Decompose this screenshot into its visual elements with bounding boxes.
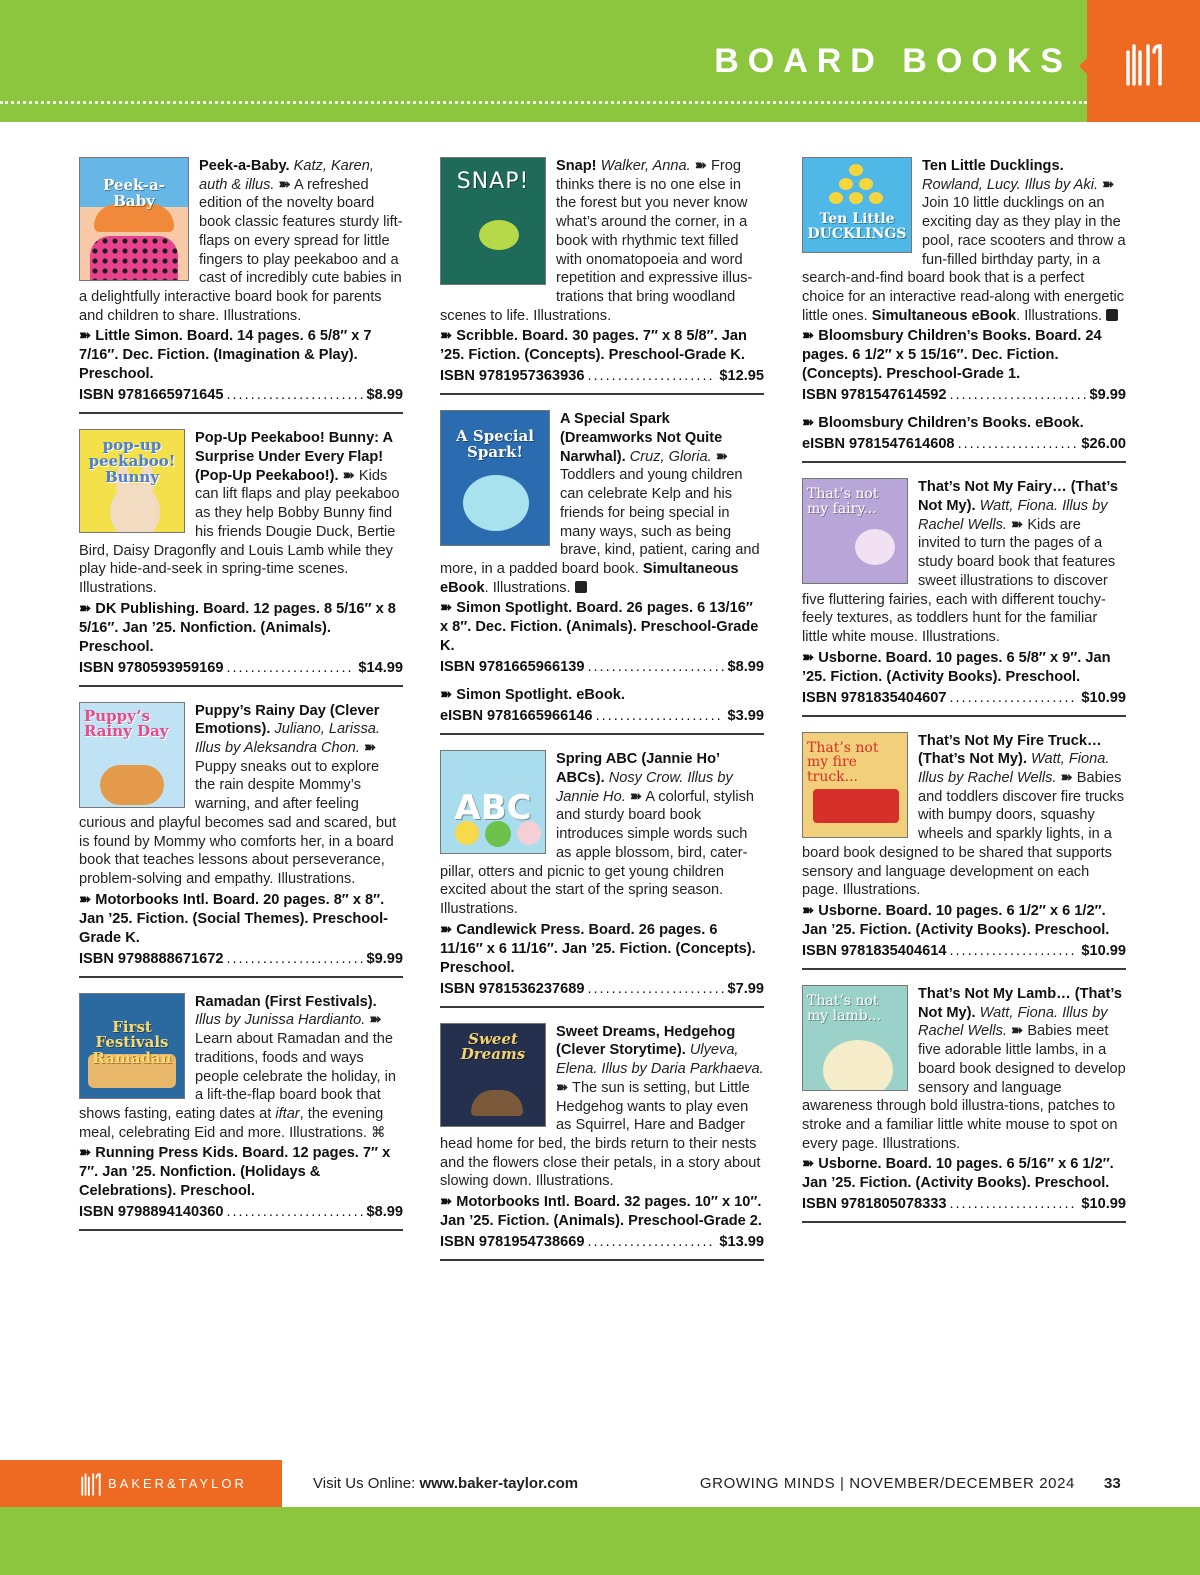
isbn-price-line — [79, 385, 403, 405]
cover-title: That’s not my fire truck... — [807, 739, 879, 786]
cover-title: First Festivals Ramadan — [92, 1017, 172, 1068]
book-entry-ten-little-ducklings — [802, 157, 1126, 463]
price: $10.99 — [1081, 689, 1126, 706]
ebook-specs: ➽ Bloomsbury Children’s Books. eBook. — [802, 415, 1084, 432]
cover-title: Puppy’s Rainy Day — [84, 706, 169, 741]
cover-title: Ten Little DUCKLINGS — [807, 211, 907, 242]
bottom-band — [0, 1507, 1200, 1575]
cover-title: pop-up peekaboo! Bunny — [88, 436, 176, 486]
isbn-price-line — [802, 1194, 1126, 1214]
arrow-icon: ➽ — [79, 600, 92, 617]
book-author: Nosy Crow. Illus by Jannie Ho. — [556, 770, 733, 805]
book-specs: ➽ Candlewick Press. Board. 26 pages. 6 11/16″ x 6 11/16″. Jan ’25. Fiction. (Concepts). Preschool. — [440, 921, 756, 976]
book-description: Ten Little Ducklings. Rowland, Lucy. Illus by Aki. ➽ Join 10 little ducklings on an exciting day as they play in the pool, race scooters and throw a fun-filled birthday party, in a search-and-find board book that is a perfect choice for an interactive read-along with energetic little ones. Simultaneous eBook. Illustrations. — [802, 158, 1126, 324]
book-cover[interactable] — [802, 985, 908, 1091]
arrow-icon: ➽ — [802, 328, 815, 345]
price: $10.99 — [1081, 1196, 1126, 1213]
book-summary: Learn about Ramadan and the traditions, foods and ways people celebrate the holiday, in a lift-the-flap board book that shows fasting, eating dates at — [79, 1031, 396, 1122]
book-entry-a-special-spark — [440, 410, 764, 735]
isbn: ISBN 9781547614592 — [802, 387, 947, 404]
book-entry-thats-not-my-fire-truck — [802, 732, 1126, 970]
price: $10.99 — [1081, 942, 1126, 959]
price: $8.99 — [366, 387, 403, 404]
book-specs: ➽ Scribble. Board. 30 pages. 7″ x 8 5/8″. Jan ’25. Fiction. (Concepts). Preschool-Grade K. — [440, 328, 747, 364]
book-summary: Frog thinks there is no one else in the forest but you never know what’s around the corner, in a book with rhythmic text filled with onomatopoeia and word repetition and expressive illus-trations that bring woodland scenes to life. Illustrations. — [440, 158, 753, 324]
book-author: Illus by Junissa Hardianto. — [195, 1012, 366, 1029]
publication-name: GROWING MINDS | NOVEMBER/DECEMBER 2024 — [699, 1475, 1075, 1492]
book-title: That’s Not My Fire Truck… (That’s Not My). — [918, 732, 1102, 768]
book-entry-ramadan — [79, 993, 403, 1232]
book-entry-puppys-rainy-day — [79, 702, 403, 978]
isbn-price-line — [79, 949, 403, 969]
book-entry-spring-abc — [440, 750, 764, 1007]
book-summary: Kids are invited to turn the pages of a study board book that features sweet illustrations to discover five fluttering fairies, each with different touchy-feely textures, as toddlers hunt for the familiar little white mouse. Illustrations. — [802, 516, 1116, 645]
isbn-price-line — [440, 979, 764, 999]
book-cover[interactable] — [802, 478, 908, 584]
eisbn: eISBN 9781547614608 — [802, 436, 955, 453]
price: $9.99 — [366, 950, 403, 967]
price: $9.99 — [1089, 387, 1126, 404]
arrow-icon: ➽ — [802, 902, 815, 919]
book-title: Ten Little Ducklings. — [922, 158, 1064, 174]
book-title: A Special Spark (Dreamworks Not Quite Narwhal). — [560, 411, 723, 465]
arrow-icon: ➽ — [802, 415, 815, 432]
price: $3.99 — [727, 708, 764, 725]
book-entry-thats-not-my-lamb — [802, 985, 1126, 1223]
book-author: Juliano, Larissa. Illus by Aleksandra Chon. — [195, 721, 380, 757]
book-cover[interactable] — [802, 732, 908, 838]
price: $26.00 — [1081, 436, 1126, 453]
book-cover[interactable] — [440, 1023, 546, 1127]
column-1 — [79, 157, 403, 1246]
book-title: Peek-a-Baby. — [199, 158, 290, 174]
price: $12.95 — [719, 368, 764, 385]
isbn: ISBN 9798888671672 — [79, 950, 224, 967]
book-author: Cruz, Gloria. — [629, 448, 712, 465]
book-cover[interactable] — [440, 157, 546, 285]
book-cover[interactable] — [79, 993, 185, 1099]
arrow-icon: ➽ — [1060, 770, 1073, 787]
arrow-icon: ➽ — [369, 1012, 382, 1029]
book-summary: Babies meet five adorable little lambs, in a board book designed to develop sensory and language awareness through bold illustra-tions, patches to stroke and a familiar little white mouse to spot on every page. Illustrations. — [802, 1023, 1126, 1152]
arrow-icon: ➽ — [715, 448, 728, 465]
footer-visit: Visit Us Online: www.baker-taylor.com — [313, 1475, 579, 1492]
arrow-icon: ➽ — [278, 176, 291, 193]
book-title: Sweet Dreams, Hedgehog (Clever Storytime). — [556, 1023, 736, 1059]
column-2 — [440, 157, 764, 1276]
column-3 — [802, 157, 1126, 1238]
eisbn: eISBN 9781665966146 — [440, 708, 593, 725]
book-description: A Special Spark (Dreamworks Not Quite Narwhal). Cruz, Gloria. ➽ Toddlers and young children can celebrate Kelp and his friends for being special in many ways, such as being brave, kind, patient, caring and more, in a padded board book. Simultaneous eBook. Illustrations. — [440, 411, 760, 596]
isbn-price-line — [440, 366, 764, 386]
isbn-price-line — [79, 658, 403, 678]
isbn: ISBN 9781665966139 — [440, 659, 585, 676]
isbn-price-line — [440, 1232, 764, 1252]
book-summary: Toddlers and young children can celebrate Kelp and his friends for being special in many ways, such as being brave, kind, patient, caring and more, in a padded board book. — [440, 467, 760, 577]
book-cover[interactable] — [802, 157, 912, 253]
book-title: Snap! — [556, 158, 597, 174]
book-cover[interactable] — [79, 157, 189, 281]
ebook-icon — [575, 581, 587, 593]
ebook-specs: ➽ Simon Spotlight. eBook. — [440, 687, 625, 704]
book-specs: ➽ Simon Spotlight. Board. 26 pages. 6 13/16″ x 8″. Dec. Fiction. (Animals). Preschool-Grade K. — [440, 600, 759, 655]
book-specs: ➽ Motorbooks Intl. Board. 32 pages. 10″ x 10″. Jan ’25. Fiction. (Animals). Preschool-Grade 2. — [440, 1194, 762, 1230]
arrow-icon: ➽ — [440, 328, 453, 345]
header-notch — [1079, 58, 1087, 74]
book-cover[interactable] — [79, 429, 185, 533]
isbn: ISBN 9781835404607 — [802, 689, 947, 706]
cover-title: Sweet Dreams — [460, 1029, 526, 1064]
book-entry-sweet-dreams-hedgehog — [440, 1023, 764, 1261]
isbn: ISBN 9798894140360 — [79, 1204, 224, 1221]
ebook-icon — [1106, 309, 1118, 321]
arrow-icon: ➽ — [629, 788, 643, 805]
cover-title: Peek-a-Baby — [103, 176, 165, 210]
book-specs: ➽ Motorbooks Intl. Board. 20 pages. 8″ x 8″. Jan ’25. Fiction. (Social Themes). Preschool-Grade K. — [79, 891, 388, 946]
isbn-price-line — [440, 657, 764, 677]
book-summary: Join 10 little ducklings on an exciting day as they play in the pool, race scooters and throw a fun-filled birthday party, in a search-and-find board book that is a perfect choice for an interactive read-along with energetic little ones. — [802, 195, 1126, 324]
eisbn-price-line — [440, 706, 764, 726]
book-entry-peek-a-baby — [79, 157, 403, 414]
price: $7.99 — [727, 980, 764, 997]
footer-brand-name: BAKER&TAYLOR — [108, 1476, 247, 1491]
book-specs: ➽ Usborne. Board. 10 pages. 6 5/8″ x 9″. Jan ’25. Fiction. (Activity Books). Preschool. — [802, 649, 1111, 685]
isbn: ISBN 9781805078333 — [802, 1196, 947, 1213]
arrow-icon: ➽ — [79, 1145, 92, 1162]
book-entry-thats-not-my-fairy — [802, 478, 1126, 716]
book-summary: Puppy sneaks out to explore the rain despite Mommy’s warning, and after feeling curious and playful becomes sad and scared, but is found by Mommy who comforts her, in a board book that teaches lessons about perseverance, problem-solving and empathy. Illustrations. — [79, 758, 397, 887]
footer-brand-block — [0, 1460, 282, 1507]
book-entry-snap — [440, 157, 764, 395]
cover-title: That’s not my fairy... — [807, 486, 879, 518]
isbn: ISBN 9781665971645 — [79, 387, 224, 404]
book-specs: ➽ Running Press Kids. Board. 12 pages. 7″ x 7″. Jan ’25. Nonfiction. (Holidays & Celebrations). Preschool. — [79, 1145, 391, 1200]
price: $8.99 — [727, 659, 764, 676]
book-author: Rowland, Lucy. Illus by Aki. — [922, 176, 1099, 193]
book-cover[interactable] — [440, 750, 546, 854]
arrow-icon: ➽ — [802, 649, 815, 666]
book-description: Ramadan (First Festivals). Illus by Junissa Hardianto. ➽ Learn about Ramadan and the traditions, foods and ways people celebrate the holiday, in a lift-the-flap board book that shows fasting, eating dates at iftar, the evening meal, celebrating Eid and more. Illustrations. ⌘ — [79, 993, 396, 1141]
cover-title: SNAP! — [456, 169, 530, 194]
arrow-icon: ➽ — [440, 600, 453, 617]
book-specs: ➽ Usborne. Board. 10 pages. 6 5/16″ x 6 1/2″. Jan ’25. Fiction. (Activity Books). Preschool. — [802, 1156, 1114, 1192]
book-title: Ramadan (First Festivals). — [195, 993, 377, 1010]
book-author: Walker, Anna. — [600, 158, 691, 174]
arrow-icon: ➽ — [440, 921, 453, 938]
book-specs: ➽ Usborne. Board. 10 pages. 6 1/2″ x 6 1/2″. Jan ’25. Fiction. (Activity Books). Preschool. — [802, 902, 1110, 938]
isbn-price-line — [79, 1202, 403, 1222]
isbn-price-line — [802, 385, 1126, 405]
arrow-icon: ➽ — [79, 328, 92, 345]
book-author: Watt, Fiona. Illus by Rachel Wells. — [918, 498, 1108, 533]
arrow-icon: ➽ — [556, 1079, 569, 1096]
book-specs: ➽ Bloomsbury Children’s Books. Board. 24 pages. 6 1/2″ x 5 15/16″. Dec. Fiction. (Concepts). Preschool-Grade 1. — [802, 328, 1102, 383]
page-number: 33 — [1104, 1475, 1121, 1492]
isbn: ISBN 9780593959169 — [79, 659, 224, 676]
book-author: Watt, Fiona. Illus by Rachel Wells. — [918, 1004, 1108, 1040]
arrow-icon: ➽ — [694, 158, 707, 174]
book-summary: A colorful, stylish and sturdy board book introduces simple words such as apple blossom, bird, cater-pillar, otters and picnic to get young children excited about the start of the spring season. Illustrations. — [440, 788, 755, 917]
header-dotted-rule — [0, 101, 1087, 104]
cover-title: That’s not my lamb... — [807, 992, 882, 1024]
isbn-price-line — [802, 688, 1126, 708]
bt-logo-icon — [1124, 42, 1164, 86]
book-title: That’s Not My Lamb… (That’s Not My). — [918, 985, 1123, 1021]
isbn: ISBN 9781954738669 — [440, 1234, 585, 1251]
book-summary: A refreshed edition of the novelty board book classic features sturdy lift-flaps on every spread for little fingers to play peekaboo and a cast of incredibly cute babies in a delightfully interactive board book for parents and children to share. Illustrations. — [79, 176, 403, 324]
book-cover[interactable] — [440, 410, 550, 546]
book-title: Puppy’s Rainy Day (Clever Emotions). — [195, 702, 380, 738]
page-footer — [0, 1460, 1200, 1507]
book-entry-pop-up-peekaboo-bunny — [79, 429, 403, 686]
book-author: Katz, Karen, auth & illus. — [199, 158, 374, 193]
arrow-icon: ➽ — [440, 1194, 453, 1211]
page-header — [0, 0, 1200, 122]
book-summary: Babies and toddlers discover fire trucks with bumpy doors, squashy wheels and sparkly lights, in a board book designed to be shared that supports sensory and language development on each page. Illustrations. — [802, 770, 1125, 899]
arrow-icon: ➽ — [364, 740, 377, 757]
book-specs: ➽ Little Simon. Board. 14 pages. 6 5/8″ x 7 7/16″. Dec. Fiction. (Imagination & Play). Preschool. — [79, 328, 372, 383]
book-author: Watt, Fiona. Illus by Rachel Wells. — [918, 751, 1110, 787]
price: $13.99 — [719, 1234, 764, 1251]
book-title: Pop-Up Peekaboo! Bunny: A Surprise Under Every Flap! (Pop-Up Peekaboo!). — [195, 430, 393, 484]
isbn: ISBN 9781835404614 — [802, 942, 947, 959]
arrow-icon: ➽ — [1102, 176, 1115, 193]
arrow-icon: ➽ — [79, 891, 92, 908]
arrow-icon: ➽ — [1011, 1023, 1024, 1040]
isbn-price-line — [802, 941, 1126, 961]
bt-logo-icon — [80, 1472, 102, 1496]
website-link[interactable]: www.baker-taylor.com — [419, 1475, 579, 1492]
arrow-icon: ➽ — [440, 687, 453, 704]
eisbn-price-line — [802, 434, 1126, 454]
arrow-icon: ➽ — [342, 467, 355, 484]
cover-title: A Special Spark! — [456, 427, 534, 462]
arrow-icon: ➽ — [1011, 516, 1024, 533]
price: $14.99 — [358, 659, 403, 676]
book-title: That’s Not My Fairy… (That’s Not My). — [918, 479, 1119, 515]
section-title: BOARD BOOKS — [714, 42, 1072, 80]
cover-title: ABC — [454, 788, 532, 829]
book-summary: The sun is setting, but Little Hedgehog wants to play even as Squirrel, Hare and Badger head home for bed, the birds return to their nests and the flowers close their petals, in a story about slowing down. Illustrations. — [440, 1079, 761, 1190]
isbn: ISBN 9781957363936 — [440, 368, 585, 385]
book-cover[interactable] — [79, 702, 185, 808]
price: $8.99 — [366, 1204, 403, 1221]
isbn: ISBN 9781536237689 — [440, 980, 585, 997]
book-specs: ➽ DK Publishing. Board. 12 pages. 8 5/16″ x 8 5/16″. Jan ’25. Nonfiction. (Animals). Preschool. — [79, 600, 396, 655]
book-title: Spring ABC (Jannie Ho’ ABCs). — [556, 751, 720, 787]
arrow-icon: ➽ — [802, 1156, 815, 1173]
book-summary: Kids can lift flaps and play peekaboo as they help Bobby Bunny find his friends Dougie Duck, Bertie Bird, Daisy Dragonfly and Louis Lamb while they play hide-and-seek in spring-time scenes. Illustrations. — [79, 467, 400, 596]
book-author: Ulyeva, Elena. Illus by Daria Parkhaeva. — [556, 1042, 764, 1078]
